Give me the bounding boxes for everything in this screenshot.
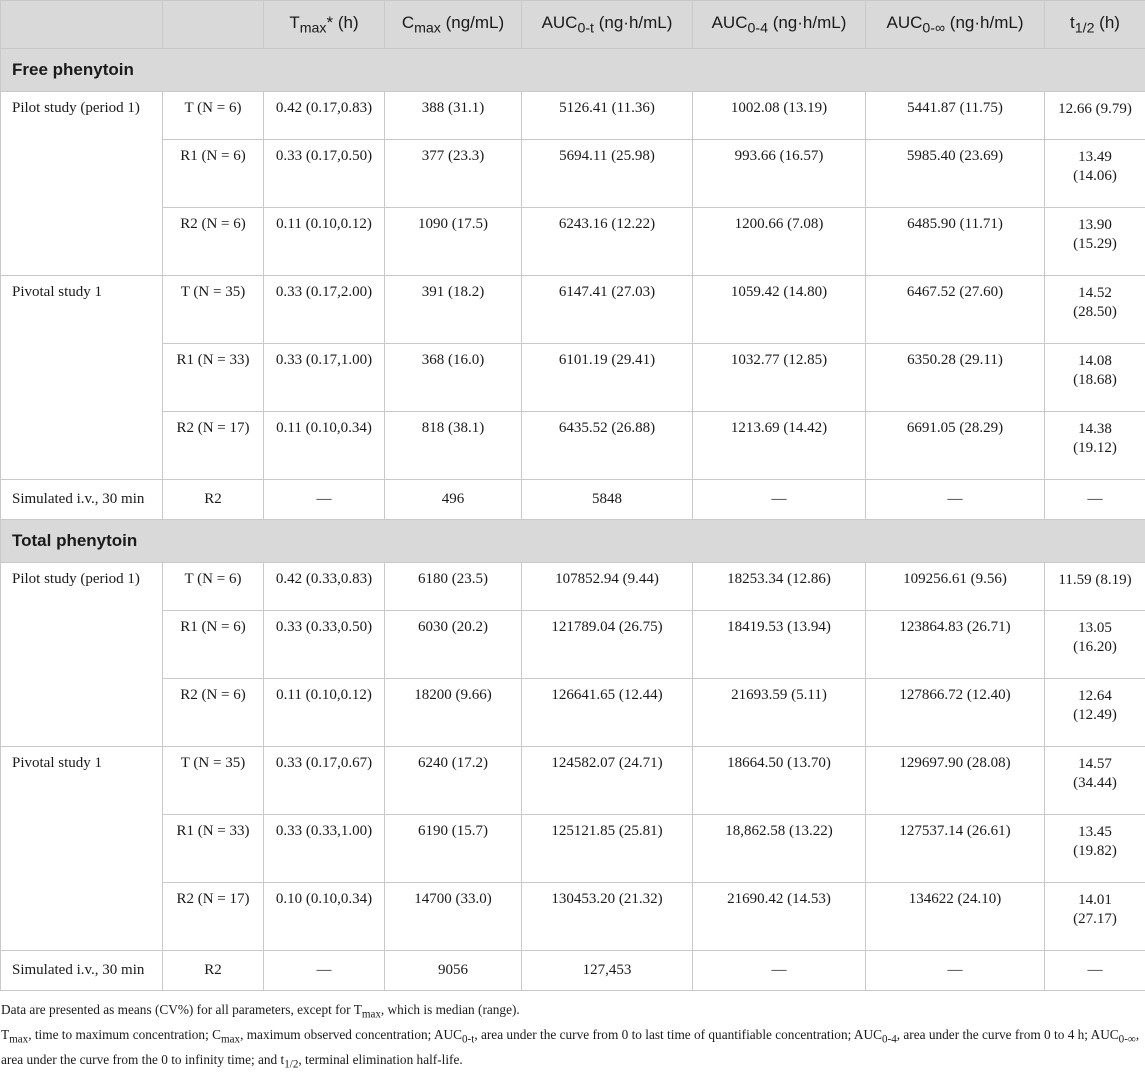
auc-0-4-value: 1059.42 (14.80)	[693, 276, 866, 344]
treatment-group: R1 (N = 33)	[163, 344, 264, 412]
tmax-value: 0.33 (0.17,0.50)	[264, 140, 385, 208]
t-half-mean: 12.64	[1046, 687, 1144, 706]
tmax-value: 0.10 (0.10,0.34)	[264, 883, 385, 951]
header-tmax: $T_{max}*$ (h)	[264, 1, 385, 49]
tmax-value: 0.11 (0.10,0.12)	[264, 679, 385, 747]
auc-0-4-value: 1200.66 (7.08)	[693, 208, 866, 276]
treatment-group: R2 (N = 17)	[163, 883, 264, 951]
table-row	[1, 276, 1145, 344]
auc-0-inf-value: 127537.14 (26.61)	[866, 815, 1045, 883]
cmax-value: 14700 (33.0)	[385, 883, 522, 951]
tmax-value: 0.33 (0.17,0.67)	[264, 747, 385, 815]
tmax-value: —	[264, 951, 385, 991]
table-row	[1, 747, 1145, 815]
t-half-cv: (34.44)	[1046, 774, 1144, 793]
cmax-value: 818 (38.1)	[385, 412, 522, 480]
cmax-value: 368 (16.0)	[385, 344, 522, 412]
simulated-label: Simulated i.v., 30 min	[1, 951, 163, 991]
cmax-value: 18200 (9.66)	[385, 679, 522, 747]
auc-0-t-value: 5848	[522, 480, 693, 520]
t-half-mean: 13.90	[1046, 216, 1144, 235]
auc-0-inf-value: 5441.87 (11.75)	[866, 92, 1045, 140]
tmax-value: 0.42 (0.17,0.83)	[264, 92, 385, 140]
cmax-value: 496	[385, 480, 522, 520]
auc-0-inf-value: 6691.05 (28.29)	[866, 412, 1045, 480]
t-half-cv: (19.12)	[1046, 439, 1144, 458]
section-header-row	[1, 520, 1145, 563]
treatment-group: T (N = 6)	[163, 92, 264, 140]
header-t-half: $t_{1/2}$ (h)	[1045, 1, 1145, 49]
cmax-value: 391 (18.2)	[385, 276, 522, 344]
t-half-cv: (16.20)	[1046, 638, 1144, 657]
header-row	[1, 1, 1145, 49]
table-row	[1, 563, 1145, 611]
treatment-group: T (N = 6)	[163, 563, 264, 611]
study-name: Pilot study (period 1)	[1, 563, 163, 747]
tmax-value: 0.11 (0.10,0.34)	[264, 412, 385, 480]
t-half-value	[1045, 611, 1145, 679]
treatment-group: R1 (N = 6)	[163, 611, 264, 679]
header-cmax: $C_{max}$ (ng/mL)	[385, 1, 522, 49]
table-row	[1, 815, 1145, 883]
t-half-value	[1045, 883, 1145, 951]
header-auc-0-t: $AUC_{0-t}$ (ng·h/mL)	[522, 1, 693, 49]
t-half-cv: (28.50)	[1046, 303, 1144, 322]
cmax-value: 388 (31.1)	[385, 92, 522, 140]
footnote-data-presentation: Data are presented as means (CV%) for all parameters, except for $T_{max}$, which is median (range).	[1, 1000, 1145, 1025]
footnote-abbreviations: $T_{max}$, time to maximum concentration; $C_{max}$, maximum observed concentration; $AUC_{0-t}$, area under the curve from 0 to last time of quantifiable concentration; $AUC_{0-4}$, area under the curve from 0 to 4 h; $AUC_{0-\infty}$, area under the curve from the 0 to infinity time; and $t_{1/2}$, terminal elimination half-life.	[1, 1025, 1145, 1075]
table-footnotes	[0, 991, 1145, 1075]
cmax-value: 6030 (20.2)	[385, 611, 522, 679]
auc-0-4-value: 1002.08 (13.19)	[693, 92, 866, 140]
header-auc-0-inf: $AUC_{0-\infty}$ (ng·h/mL)	[866, 1, 1045, 49]
t-half-value	[1045, 208, 1145, 276]
auc-0-4-value: 993.66 (16.57)	[693, 140, 866, 208]
simulated-row	[1, 951, 1145, 991]
auc-0-t-value: 124582.07 (24.71)	[522, 747, 693, 815]
t-half-value	[1045, 276, 1145, 344]
section-header-row	[1, 49, 1145, 92]
treatment-group: R1 (N = 6)	[163, 140, 264, 208]
treatment-group: R2	[163, 951, 264, 991]
auc-0-inf-value: 134622 (24.10)	[866, 883, 1045, 951]
header-group	[163, 1, 264, 49]
cmax-value: 6180 (23.5)	[385, 563, 522, 611]
t-half-mean: 13.45	[1046, 823, 1144, 842]
auc-0-t-value: 126641.65 (12.44)	[522, 679, 693, 747]
auc-0-4-value: 21690.42 (14.53)	[693, 883, 866, 951]
t-half-mean: 11.59 (8.19)	[1046, 571, 1144, 590]
treatment-group: R2 (N = 17)	[163, 412, 264, 480]
cmax-value: 9056	[385, 951, 522, 991]
auc-0-inf-value: 6485.90 (11.71)	[866, 208, 1045, 276]
t-half-value: —	[1045, 951, 1145, 991]
t-half-mean: 14.08	[1046, 352, 1144, 371]
auc-0-inf-value: —	[866, 480, 1045, 520]
t-half-value	[1045, 747, 1145, 815]
auc-0-4-value: —	[693, 480, 866, 520]
auc-0-t-value: 6435.52 (26.88)	[522, 412, 693, 480]
table-row	[1, 412, 1145, 480]
header-study	[1, 1, 163, 49]
auc-0-4-value: —	[693, 951, 866, 991]
t-half-value	[1045, 344, 1145, 412]
auc-0-t-value: 6243.16 (12.22)	[522, 208, 693, 276]
auc-0-t-value: 5126.41 (11.36)	[522, 92, 693, 140]
auc-0-4-value: 18253.34 (12.86)	[693, 563, 866, 611]
treatment-group: R2	[163, 480, 264, 520]
t-half-mean: 14.01	[1046, 891, 1144, 910]
table-row	[1, 344, 1145, 412]
table-row	[1, 140, 1145, 208]
cmax-value: 1090 (17.5)	[385, 208, 522, 276]
table-row	[1, 883, 1145, 951]
simulated-label: Simulated i.v., 30 min	[1, 480, 163, 520]
t-half-value	[1045, 563, 1145, 611]
treatment-group: R2 (N = 6)	[163, 679, 264, 747]
auc-0-t-value: 125121.85 (25.81)	[522, 815, 693, 883]
t-half-cv: (12.49)	[1046, 706, 1144, 725]
auc-0-4-value: 21693.59 (5.11)	[693, 679, 866, 747]
tmax-value: 0.33 (0.33,0.50)	[264, 611, 385, 679]
study-name: Pivotal study 1	[1, 276, 163, 480]
tmax-value: 0.42 (0.33,0.83)	[264, 563, 385, 611]
tmax-value: —	[264, 480, 385, 520]
tmax-value: 0.33 (0.17,1.00)	[264, 344, 385, 412]
auc-0-inf-value: 127866.72 (12.40)	[866, 679, 1045, 747]
auc-0-inf-value: 129697.90 (28.08)	[866, 747, 1045, 815]
t-half-mean: 13.05	[1046, 619, 1144, 638]
auc-0-t-value: 130453.20 (21.32)	[522, 883, 693, 951]
table-row	[1, 92, 1145, 140]
auc-0-4-value: 18419.53 (13.94)	[693, 611, 866, 679]
auc-0-4-value: 18664.50 (13.70)	[693, 747, 866, 815]
cmax-value: 6190 (15.7)	[385, 815, 522, 883]
t-half-value	[1045, 412, 1145, 480]
cmax-value: 6240 (17.2)	[385, 747, 522, 815]
auc-0-inf-value: 109256.61 (9.56)	[866, 563, 1045, 611]
auc-0-4-value: 1213.69 (14.42)	[693, 412, 866, 480]
auc-0-inf-value: 123864.83 (26.71)	[866, 611, 1045, 679]
t-half-cv: (18.68)	[1046, 371, 1144, 390]
section-title: Free phenytoin	[1, 49, 1145, 92]
auc-0-t-value: 127,453	[522, 951, 693, 991]
tmax-value: 0.33 (0.17,2.00)	[264, 276, 385, 344]
treatment-group: R2 (N = 6)	[163, 208, 264, 276]
t-half-cv: (19.82)	[1046, 842, 1144, 861]
t-half-value	[1045, 140, 1145, 208]
t-half-mean: 14.38	[1046, 420, 1144, 439]
auc-0-inf-value: —	[866, 951, 1045, 991]
study-name: Pivotal study 1	[1, 747, 163, 951]
t-half-cv: (14.06)	[1046, 167, 1144, 186]
t-half-mean: 14.57	[1046, 755, 1144, 774]
t-half-cv: (27.17)	[1046, 910, 1144, 929]
study-name: Pilot study (period 1)	[1, 92, 163, 276]
treatment-group: T (N = 35)	[163, 747, 264, 815]
auc-0-inf-value: 6467.52 (27.60)	[866, 276, 1045, 344]
auc-0-inf-value: 5985.40 (23.69)	[866, 140, 1045, 208]
t-half-value	[1045, 679, 1145, 747]
tmax-value: 0.33 (0.33,1.00)	[264, 815, 385, 883]
table-row	[1, 611, 1145, 679]
t-half-mean: 12.66 (9.79)	[1046, 100, 1144, 119]
auc-0-t-value: 107852.94 (9.44)	[522, 563, 693, 611]
t-half-value: —	[1045, 480, 1145, 520]
auc-0-inf-value: 6350.28 (29.11)	[866, 344, 1045, 412]
table-row	[1, 679, 1145, 747]
auc-0-t-value: 5694.11 (25.98)	[522, 140, 693, 208]
auc-0-t-value: 6147.41 (27.03)	[522, 276, 693, 344]
t-half-value	[1045, 815, 1145, 883]
section-title: Total phenytoin	[1, 520, 1145, 563]
treatment-group: T (N = 35)	[163, 276, 264, 344]
auc-0-t-value: 6101.19 (29.41)	[522, 344, 693, 412]
treatment-group: R1 (N = 33)	[163, 815, 264, 883]
cmax-value: 377 (23.3)	[385, 140, 522, 208]
table-row	[1, 208, 1145, 276]
auc-0-4-value: 18,862.58 (13.22)	[693, 815, 866, 883]
t-half-cv: (15.29)	[1046, 235, 1144, 254]
tmax-value: 0.11 (0.10,0.12)	[264, 208, 385, 276]
header-auc-0-4: $AUC_{0-4}$ (ng·h/mL)	[693, 1, 866, 49]
simulated-row	[1, 480, 1145, 520]
auc-0-4-value: 1032.77 (12.85)	[693, 344, 866, 412]
t-half-mean: 13.49	[1046, 148, 1144, 167]
t-half-value	[1045, 92, 1145, 140]
auc-0-t-value: 121789.04 (26.75)	[522, 611, 693, 679]
t-half-mean: 14.52	[1046, 284, 1144, 303]
